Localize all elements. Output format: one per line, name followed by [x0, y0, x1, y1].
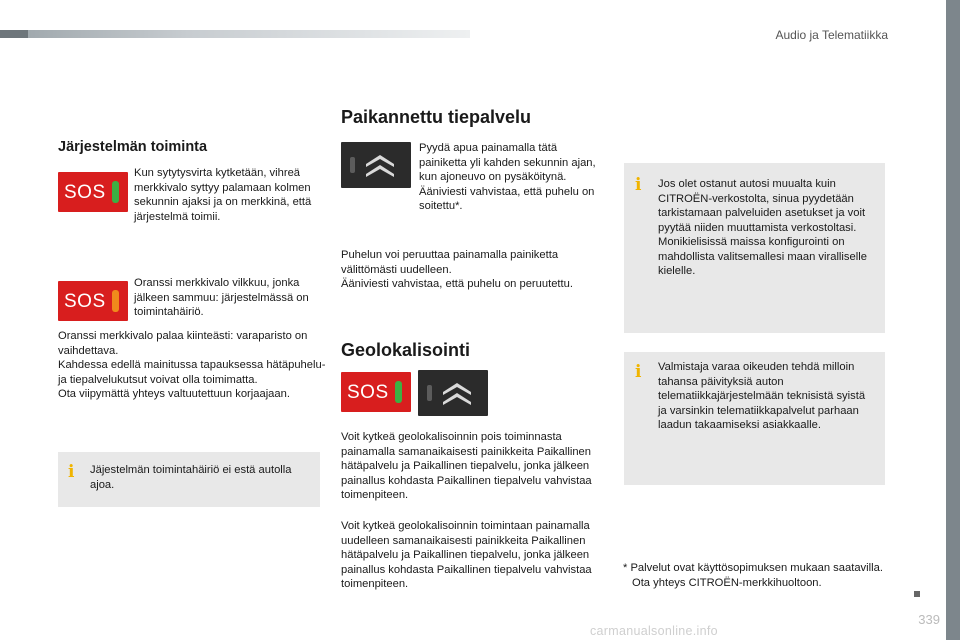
top-decor-bar	[0, 30, 470, 38]
sos-button-geo	[341, 372, 411, 412]
text-press-assistance	[419, 141, 599, 214]
green-led-icon	[395, 381, 402, 403]
text-orange-blinking: Oranssi merkkivalo vilkkuu, jonka jälkeen sammuu: järjestelmässä on toimintahäiriö.	[134, 277, 309, 318]
text-orange-steady	[58, 329, 328, 402]
green-led-icon	[112, 181, 119, 203]
footnote-line: * Palvelut ovat käyttösopimuksen mukaan saatavilla.	[623, 562, 883, 574]
info-icon: i	[68, 462, 75, 482]
para: Ota viipymättä yhteys valtuutettuun korjaajaan.	[58, 388, 290, 400]
footnote-line: Ota yhteys CITROËN-merkkihuoltoon.	[632, 576, 822, 589]
sos-button-orange	[58, 281, 128, 321]
info-box-network	[624, 163, 885, 333]
sos-button-green	[58, 172, 128, 212]
button-led-icon	[350, 157, 355, 173]
page-marker	[914, 591, 920, 597]
assistance-button-geo	[418, 370, 488, 416]
text-cancel-call	[341, 248, 606, 292]
text-geo-enable: Voit kytkeä geolokalisoinnin toimintaan painamalla uudelleen samanaikaisesti painikkeita Paikallinen hätäpalvelu ja Paikallinen tiepalvelu, jonka jälkeen painallus kohdasta Paikallinen tiepalvelu vahvistaa toimenpiteen.	[341, 520, 592, 590]
info-box-manufacturer	[624, 352, 885, 485]
info-text: Valmistaja varaa oikeuden tehdä milloin tahansa päivityksiä auton telematiikkajärjestelmään teknisistä syistä ja varsinkin telematiikkapalvelut parhaan laadun takaamiseksi asiakkaalle.	[658, 361, 866, 431]
text-geo-disable: Voit kytkeä geolokalisoinnin pois toiminnasta painamalla samanaikaisesti painikkeita Paikallinen hätäpalvelu ja Paikallinen tiepalvelu, jonka jälkeen painallus kohdasta Paikallinen tiepalvelu vahvistaa toimenpiteen.	[341, 431, 592, 501]
orange-led-icon	[112, 290, 119, 312]
heading-system-operation: Järjestelmän toiminta	[58, 139, 208, 155]
button-led-icon	[427, 385, 432, 401]
citroen-chevrons-icon	[440, 378, 474, 408]
heading-geolocation: Geolokalisointi	[341, 340, 471, 360]
info-box-malfunction	[58, 452, 320, 507]
text-green-light: Kun sytytysvirta kytketään, vihreä merkkivalo syttyy palamaan kolmen sekunnin ajaksi ja on merkkinä, että järjestelmä toimii.	[134, 167, 312, 223]
sos-label: SOS	[347, 382, 389, 403]
para: Pyydä apua painamalla tätä painiketta yli kahden sekunnin ajan, kun ajoneuvo on pysäköitynä.	[419, 142, 596, 183]
para: Ääniviesti vahvistaa, että puhelu on peruutettu.	[341, 278, 573, 290]
sos-label: SOS	[64, 291, 106, 312]
watermark: carmanualsonline.info	[590, 624, 718, 638]
heading-roadside: Paikannettu tiepalvelu	[341, 107, 532, 127]
assistance-button	[341, 142, 411, 188]
footnote	[623, 561, 885, 590]
sos-label: SOS	[64, 182, 106, 203]
citroen-chevrons-icon	[363, 150, 397, 180]
info-icon: i	[635, 362, 642, 382]
para: Puhelun voi peruuttaa painamalla painiketta välittömästi uudelleen.	[341, 249, 559, 276]
para: Jos olet ostanut autosi muualta kuin CITROËN-verkostolta, sinua pyydetään tarkistamaan palveluiden asetukset ja voit pyytää niiden muuttamista verkostoltasi.	[658, 178, 866, 234]
para: Monikielisissä maissa konfigurointi on mahdollista valitsemallesi maan viralliselle kielelle.	[658, 236, 867, 277]
page-number: 339	[918, 612, 940, 627]
right-edge-strip	[946, 0, 960, 640]
info-icon: i	[635, 175, 642, 195]
section-title: Audio ja Telematiikka	[775, 28, 888, 42]
info-text: Jäjestelmän toimintahäiriö ei estä autolla ajoa.	[90, 464, 292, 491]
top-decor-bar-dark	[0, 30, 28, 38]
para: Kahdessa edellä mainitussa tapauksessa hätäpuhelu- ja tiepalvelukutsut voivat olla toimimatta.	[58, 359, 326, 386]
para: Ääniviesti vahvistaa, että puhelu on soitettu*.	[419, 185, 595, 212]
para: Oranssi merkkivalo palaa kiinteästi: varaparisto on vaihdettava.	[58, 330, 308, 357]
info-text	[658, 177, 880, 279]
